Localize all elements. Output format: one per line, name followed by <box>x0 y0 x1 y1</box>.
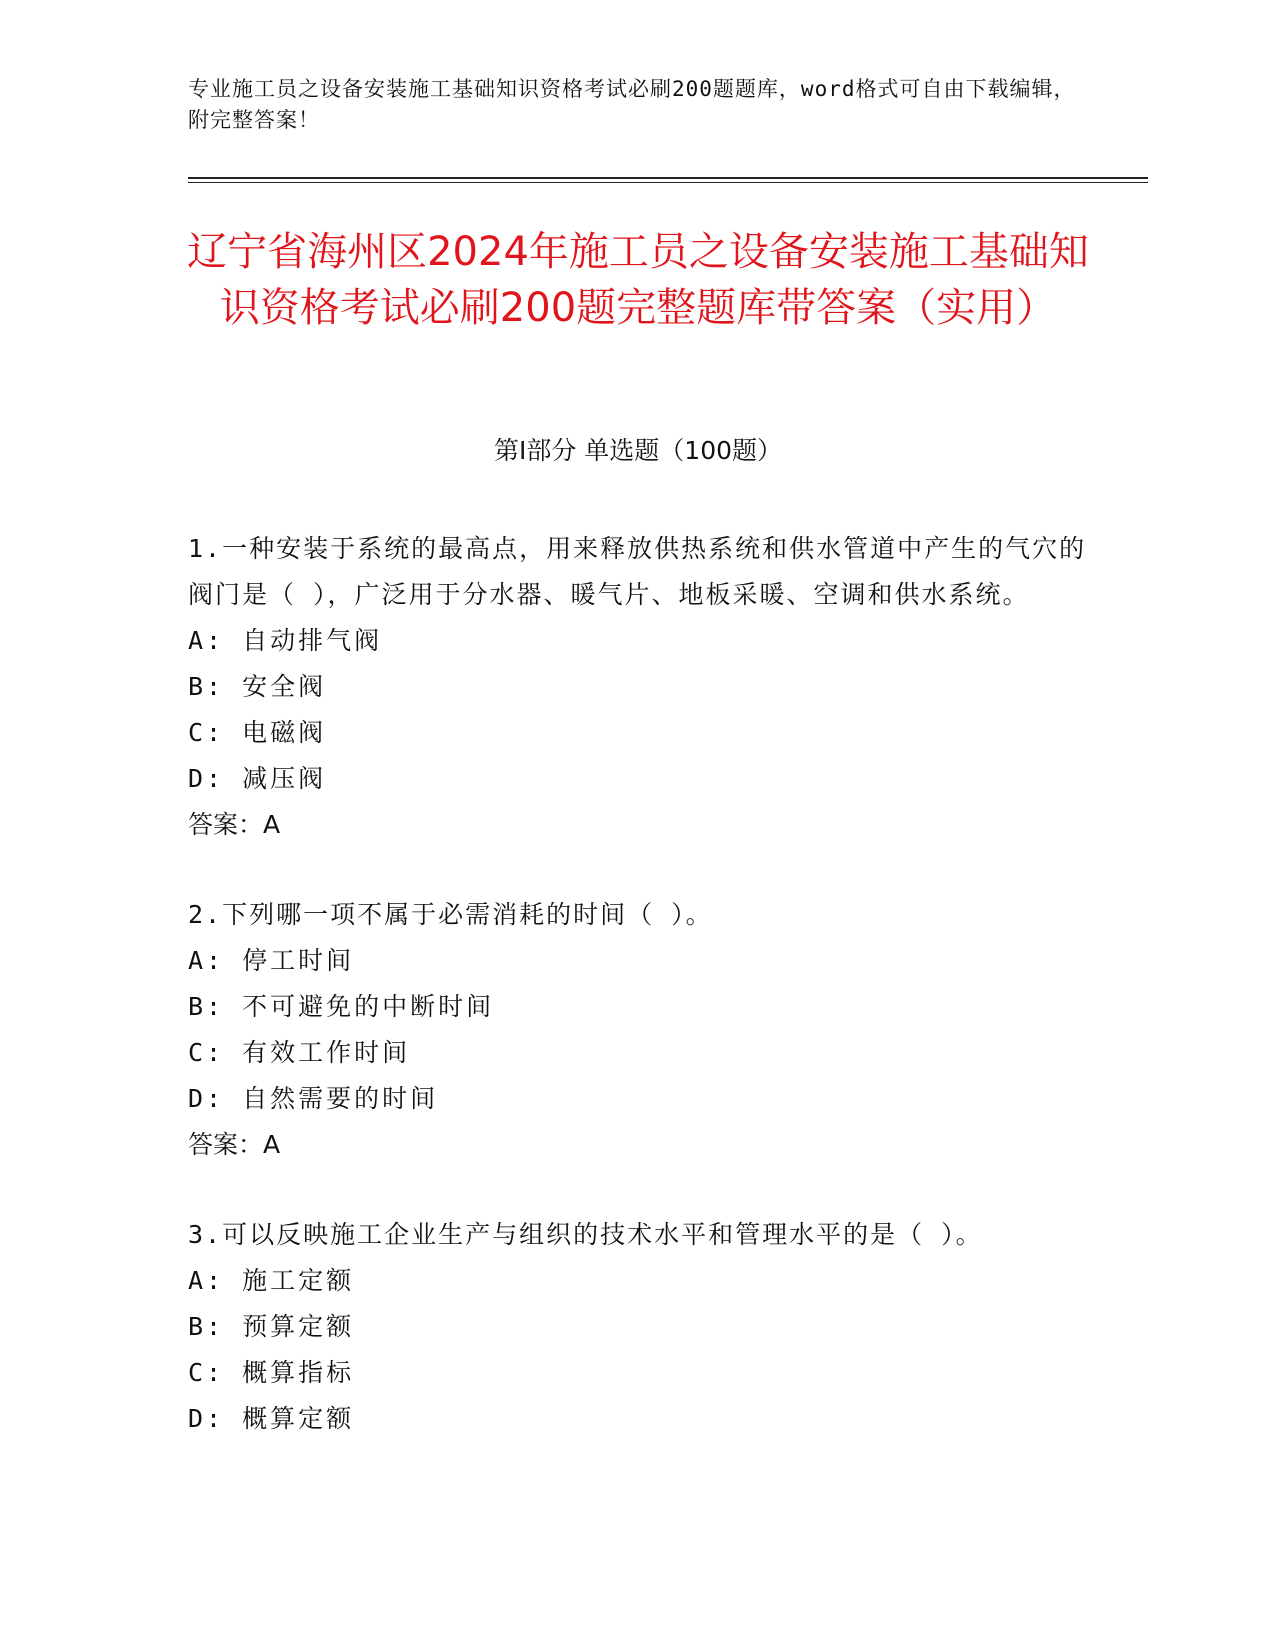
question-3 <box>188 1212 1088 1442</box>
section-heading: 第I部分 单选题（100题） <box>493 436 783 465</box>
question-stem: 2.下列哪一项不属于必需消耗的时间（ ）。 <box>188 900 713 929</box>
question-stem: 3.可以反映施工企业生产与组织的技术水平和管理水平的是（ ）。 <box>188 1220 983 1249</box>
option-d: D: 自然需要的时间 <box>188 1084 439 1113</box>
question-list <box>188 526 1088 1442</box>
option-a: A: 施工定额 <box>188 1266 355 1295</box>
header-rule-thick <box>188 177 1148 179</box>
answer: 答案：A <box>188 810 281 839</box>
option-c: C: 概算指标 <box>188 1358 355 1387</box>
option-b: B: 预算定额 <box>188 1312 355 1341</box>
header-note: 专业施工员之设备安装施工基础知识资格考试必刷200题题库，word格式可自由下载编辑，附完整答案！ <box>188 77 1076 132</box>
option-a: A: 停工时间 <box>188 946 355 975</box>
option-c: C: 电磁阀 <box>188 718 327 747</box>
option-a: A: 自动排气阀 <box>188 626 383 655</box>
document-title: 辽宁省海州区2024年施工员之设备安装施工基础知识资格考试必刷200题完整题库带答案（实用） <box>187 229 1089 331</box>
option-d: D: 概算定额 <box>188 1404 355 1433</box>
question-spacer <box>188 1168 1088 1212</box>
question-1 <box>188 526 1088 848</box>
answer: 答案：A <box>188 1130 281 1159</box>
question-2 <box>188 892 1088 1168</box>
header-rule-thin <box>188 182 1148 183</box>
question-spacer <box>188 848 1088 892</box>
option-d: D: 减压阀 <box>188 764 327 793</box>
question-stem: 1.一种安装于系统的最高点，用来释放供热系统和供水管道中产生的气穴的阀门是（ ），广泛用于分水器、暖气片、地板采暖、空调和供水系统。 <box>188 534 1087 609</box>
option-b: B: 不可避免的中断时间 <box>188 992 495 1021</box>
option-c: C: 有效工作时间 <box>188 1038 411 1067</box>
option-b: B: 安全阀 <box>188 672 327 701</box>
